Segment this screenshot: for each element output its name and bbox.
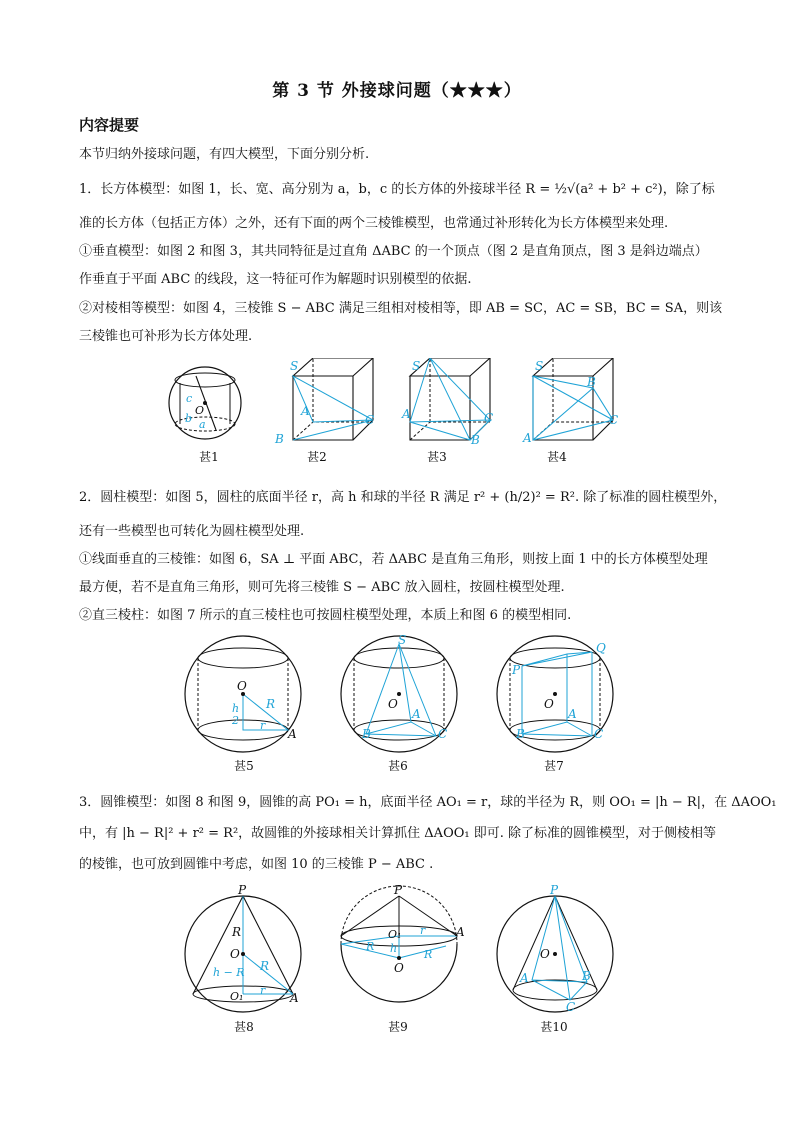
figure-label: A	[412, 707, 421, 721]
figure-label: S	[535, 359, 544, 373]
text-line: ②直三棱柱：如图 7 所示的直三棱柱也可按圆柱模型处理，本质上和图 6 的模型相同.	[79, 608, 572, 623]
figure-label: O	[540, 947, 550, 961]
figure-caption: 甚6	[388, 759, 408, 773]
figure-caption: 甚5	[234, 759, 254, 773]
figure-label: P	[238, 884, 247, 897]
figure-label: O	[237, 679, 247, 693]
figure-9	[341, 884, 465, 1002]
figure-label: R	[266, 697, 276, 711]
figure-caption: 甚1	[199, 450, 219, 464]
figure-row-2	[180, 632, 620, 754]
figure-label: h	[232, 702, 240, 715]
figure-label: A	[456, 925, 465, 939]
text-line: 准的长方体（包括正方体）之外，还有下面的两个三棱锥模型，也常通过补形转化为长方体模型来处理.	[79, 216, 669, 231]
text-line: ①线面垂直的三棱锥：如图 6，SA ⊥ 平面 ABC，若 ΔABC 是直角三角形，则按上面 1 中的长方体模型处理	[79, 552, 708, 567]
figure-label: O	[394, 961, 404, 975]
figure-label: O	[230, 947, 240, 961]
figure-label: P	[550, 884, 559, 897]
figure-label: B	[516, 727, 525, 741]
figure-label: r	[260, 984, 266, 997]
figure-caption: 甚4	[547, 450, 567, 464]
figure-label: r	[260, 719, 266, 732]
figure-label: A	[568, 707, 577, 721]
figure-label: r	[420, 924, 426, 937]
figure-label: A	[523, 431, 532, 445]
figure-8	[185, 884, 301, 1012]
figure-label: 2	[232, 714, 239, 727]
figure-caption: 甚10	[540, 1020, 568, 1034]
figure-caption: 甚9	[388, 1020, 408, 1034]
figure-label: O	[388, 697, 398, 711]
figure-5	[185, 636, 301, 752]
page-title: 第 3 节 外接球问题（★★★）	[272, 81, 522, 101]
figure-label: B	[362, 727, 371, 741]
figure-label: c	[186, 392, 193, 405]
figure-label: B	[587, 375, 596, 389]
figure-label: P	[394, 884, 403, 897]
figure-label: B	[275, 432, 284, 446]
figure-label: A	[402, 407, 411, 421]
figure-row-1	[168, 358, 638, 446]
figure-2	[274, 358, 374, 446]
figure-label: O	[195, 404, 205, 417]
figure-label: h − R	[213, 966, 245, 979]
figure-label: C	[365, 413, 375, 427]
figure-label: A	[520, 971, 529, 985]
text-line: 2．圆柱模型：如图 5，圆柱的底面半径 r，高 h 和球的半径 R 满足 r² + (h/2)² = R². 除了标准的圆柱模型外，	[79, 490, 727, 505]
figure-label: h	[390, 942, 398, 955]
figure-7	[497, 636, 613, 752]
figure-label: S	[290, 359, 299, 373]
figure-label: C	[484, 411, 494, 425]
text-line: 1．长方体模型：如图 1，长、宽、高分别为 a，b，c 的长方体的外接球半径 R = ½√(a² + b² + c²)，除了标	[79, 182, 715, 197]
figure-label: O₁	[388, 928, 402, 941]
figure-label: O	[544, 697, 554, 711]
text-line: ①垂直模型：如图 2 和图 3，其共同特征是过直角 ΔABC 的一个顶点（图 2 是直角顶点，图 3 是斜边端点）	[79, 244, 708, 259]
figure-label: Q	[596, 641, 606, 655]
text-line: 三棱锥也可补形为长方体处理.	[79, 329, 253, 344]
figure-label: A	[301, 404, 310, 418]
figure-4	[522, 358, 618, 445]
figure-row-3	[180, 884, 620, 1014]
figure-label: C	[594, 727, 604, 741]
figure-label: C	[609, 413, 619, 427]
figure-label: a	[199, 418, 206, 431]
figure-label: B	[471, 433, 480, 446]
figure-3	[401, 358, 493, 446]
figure-label: P	[512, 663, 521, 677]
figure-label: b	[185, 412, 193, 425]
figure-label: C	[566, 1000, 576, 1014]
figure-label: S	[398, 633, 407, 647]
text-line: 的棱锥，也可放到圆锥中考虑，如图 10 的三棱锥 P − ABC .	[79, 857, 434, 872]
text-line: 作垂直于平面 ABC 的线段，这一特征可作为解题时识别模型的依据.	[79, 272, 472, 287]
text-line: 最方便，若不是直角三角形，则可先将三棱锥 S − ABC 放入圆柱，按圆柱模型处理.	[79, 580, 565, 595]
figure-label: A	[290, 991, 299, 1005]
figure-label: R	[366, 940, 375, 953]
figure-caption: 甚2	[307, 450, 327, 464]
text-line: 3．圆锥模型：如图 8 和图 9，圆锥的高 PO₁ = h，底面半径 AO₁ = r，球的半径为 R，则 OO₁ = |h − R|，在 ΔAOO₁	[79, 795, 777, 810]
figure-caption: 甚7	[544, 759, 564, 773]
figure-6	[341, 633, 457, 752]
figure-10	[497, 884, 613, 1014]
figure-label: S	[412, 359, 421, 373]
figure-label: C	[438, 727, 448, 741]
figure-caption: 甚8	[234, 1020, 254, 1034]
figure-label: R	[232, 925, 242, 939]
figure-label: O₁	[230, 990, 244, 1003]
figure-label: R	[260, 959, 270, 973]
section-heading: 内容提要	[79, 116, 140, 134]
text-line: 还有一些模型也可转化为圆柱模型处理.	[79, 524, 305, 539]
figure-label: A	[288, 727, 297, 741]
figure-1	[169, 367, 241, 439]
text-line: ②对棱相等模型：如图 4，三棱锥 S − ABC 满足三组相对棱相等，即 AB = SC，AC = SB，BC = SA，则该	[79, 301, 723, 316]
text-line: 本节归纳外接球问题，有四大模型，下面分别分析.	[79, 147, 370, 162]
figure-caption: 甚3	[427, 450, 447, 464]
figure-label: R	[424, 948, 433, 961]
text-line: 中，有 |h − R|² + r² = R²，故圆锥的外接球相关计算抓住 ΔAOO₁ 即可. 除了标准的圆锥模型，对于侧棱相等	[79, 826, 716, 841]
figure-label: B	[582, 969, 591, 983]
